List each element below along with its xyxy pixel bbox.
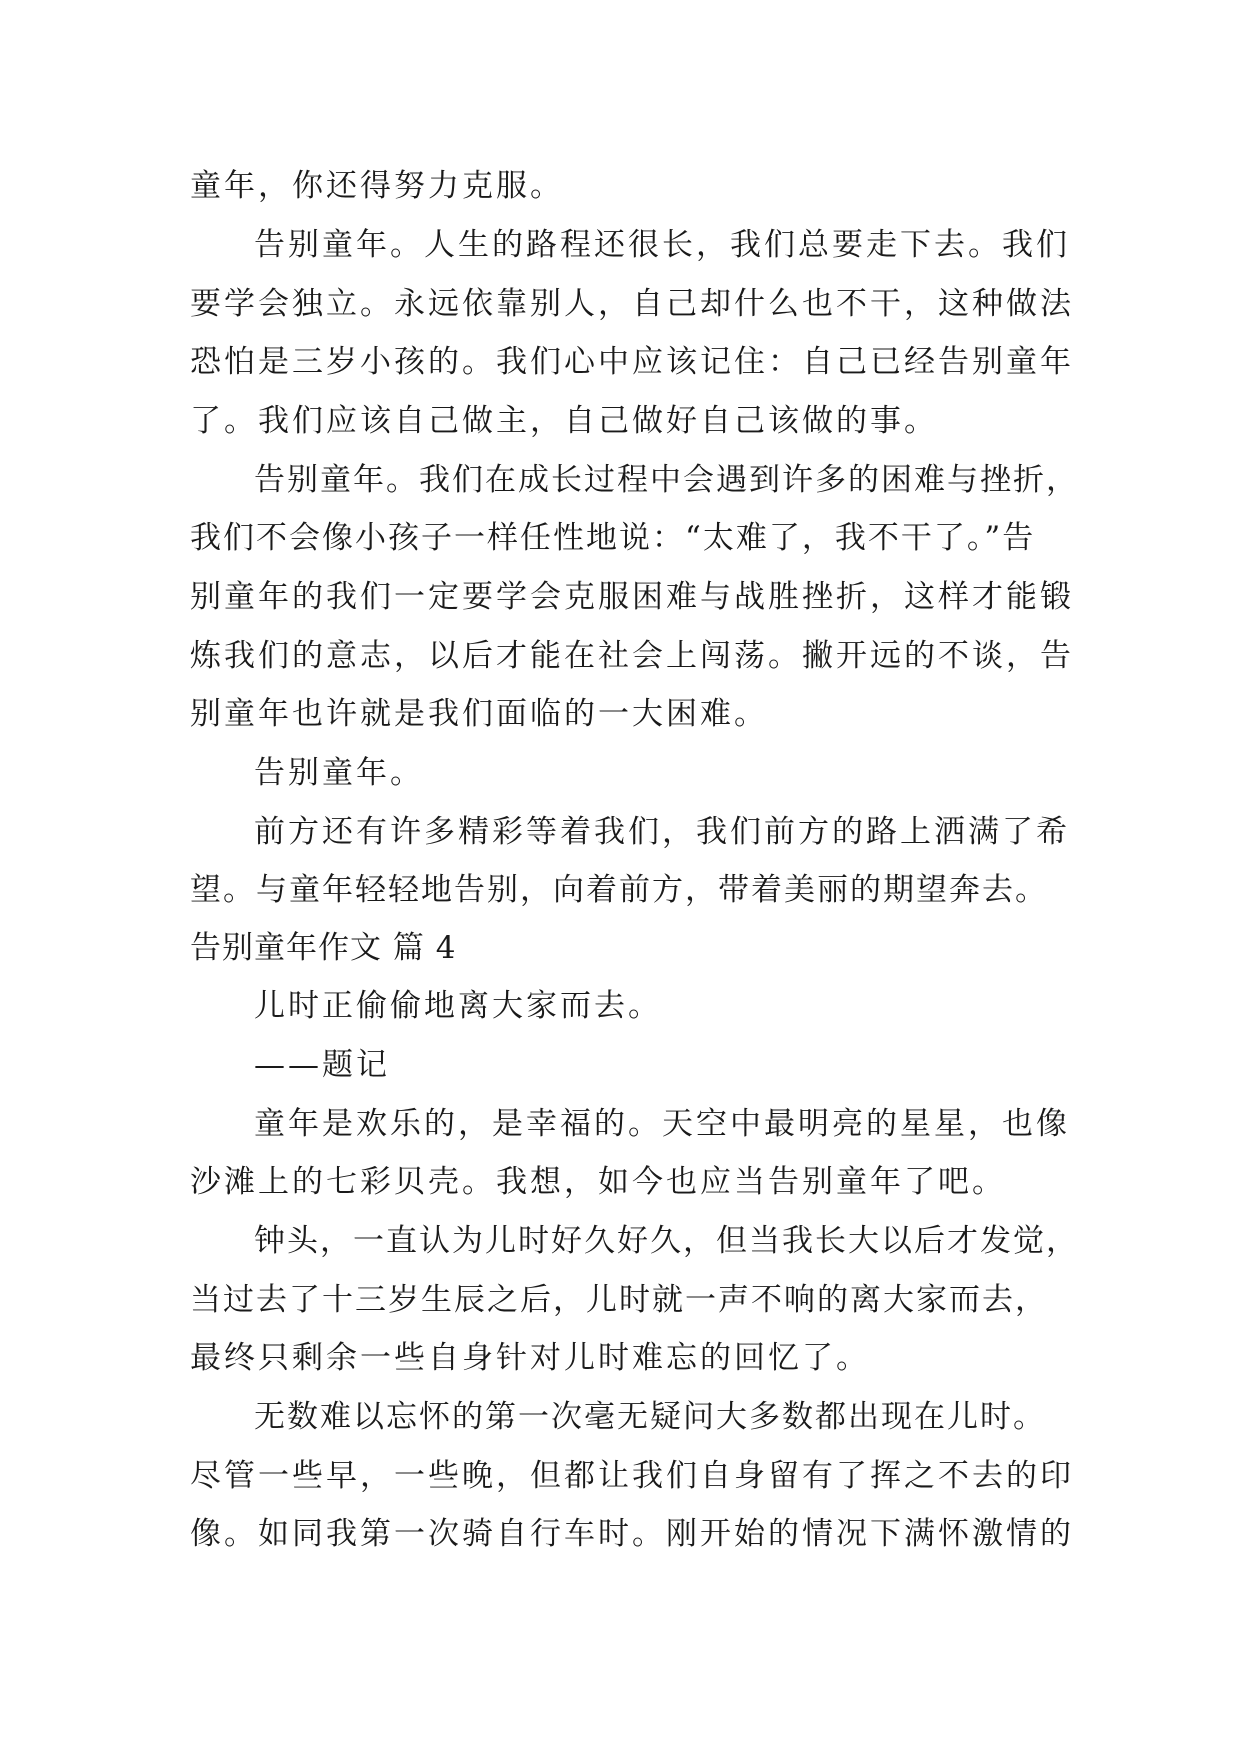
paragraph-first-line: 儿时正偷偷地离大家而去。	[254, 988, 662, 1024]
text-line: 沙滩上的七彩贝壳。我想，如今也应当告别童年了吧。	[190, 1164, 1006, 1200]
text-line: 尽管一些早，一些晚，但都让我们自身留有了挥之不去的印	[190, 1458, 1074, 1494]
text-line: 要学会独立。永远依靠别人，自己却什么也不干，这种做法	[190, 286, 1074, 322]
text-line: 望。与童年轻轻地告别，向着前方，带着美丽的期望奔去。	[190, 872, 1048, 908]
text-line: 像。如同我第一次骑自行车时。刚开始的情况下满怀激情的	[190, 1516, 1074, 1552]
section-heading: 告别童年作文 篇 4	[190, 930, 457, 966]
paragraph-first-line: 无数难以忘怀的第一次毫无疑问大多数都出现在儿时。	[254, 1399, 1046, 1435]
paragraph-first-line: 钟头，一直认为儿时好久好久，但当我长大以后才发觉，	[254, 1223, 1079, 1259]
text-line: 最终只剩余一些自身针对儿时难忘的回忆了。	[190, 1340, 870, 1376]
paragraph-first-line: 童年是欢乐的，是幸福的。天空中最明亮的星星，也像	[254, 1106, 1070, 1142]
text-line: 别童年也许就是我们面临的一大困难。	[190, 696, 768, 732]
text-line: 炼我们的意志，以后才能在社会上闯荡。撇开远的不谈，告	[190, 638, 1074, 674]
text-line: 别童年的我们一定要学会克服困难与战胜挫折，这样才能锻	[190, 579, 1074, 615]
paragraph-first-line: 告别童年。人生的路程还很长，我们总要走下去。我们	[254, 227, 1070, 263]
text-line: 当过去了十三岁生辰之后，儿时就一声不响的离大家而去，	[190, 1282, 1048, 1318]
text-line: 我们不会像小孩子一样任性地说：“太难了，我不干了。”告	[190, 520, 1036, 556]
text-line: 了。我们应该自己做主，自己做好自己该做的事。	[190, 403, 938, 439]
paragraph-first-line: 告别童年。我们在成长过程中会遇到许多的困难与挫折，	[254, 462, 1079, 498]
paragraph-first-line: 告别童年。	[254, 755, 424, 791]
text-line: 恐怕是三岁小孩的。我们心中应该记住：自己已经告别童年	[190, 344, 1074, 380]
paragraph-first-line: 前方还有许多精彩等着我们，我们前方的路上洒满了希	[254, 814, 1070, 850]
text-line: 童年，你还得努力克服。	[190, 168, 564, 204]
epigraph-attribution: ——题记	[254, 1047, 390, 1083]
